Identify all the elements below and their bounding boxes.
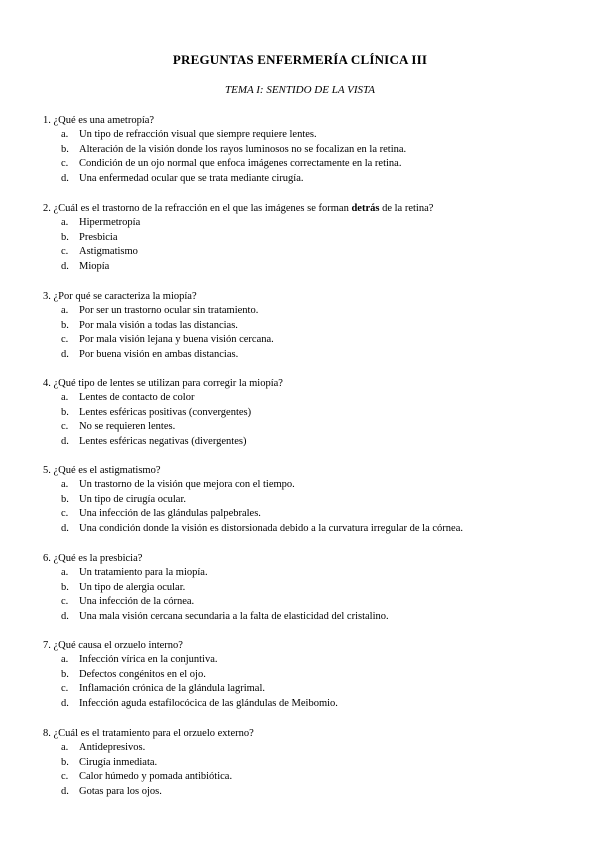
document-subtitle: TEMA I: SENTIDO DE LA VISTA [224,84,376,96]
question-prompt-emphasis: detrás [351,203,380,214]
answer-option [43,143,563,158]
answer-option [43,522,563,537]
option-text: Lentes esféricas negativas (divergentes) [79,435,247,447]
answer-option [43,304,563,319]
option-letter: a. [61,654,69,665]
option-letter: b. [61,581,69,593]
option-text: Un tipo de refracción visual que siempre requiere lentes. [79,129,317,140]
option-text: Lentes de contacto de color [79,392,195,403]
answer-option [43,697,563,712]
question-prompt: ¿Qué es la presbicia? [53,553,143,564]
option-text: Una mala visión cercana secundaria a la falta de elasticidad del cristalino. [79,610,389,622]
option-letter: d. [61,522,69,534]
option-text: Miopía [79,260,110,272]
option-letter: c. [61,596,69,608]
question-1 [43,113,563,186]
answer-option [43,391,563,406]
question-prompt: ¿Qué causa el orzuelo interno? [53,640,183,651]
option-text: Presbicia [79,231,118,243]
answer-option [43,668,563,683]
option-letter: b. [61,143,69,155]
option-text: Gotas para los ojos. [79,785,162,797]
option-text: Antidepresivos. [79,742,146,753]
option-letter: b. [61,319,69,331]
answer-option [43,756,563,771]
option-text: Por mala visión lejana y buena visión cercana. [79,334,274,346]
answer-option [43,653,563,668]
question-6 [43,551,563,624]
answer-option [43,478,563,493]
option-letter: a. [61,567,69,578]
option-text: Astigmatismo [79,246,138,258]
option-text: Por buena visión en ambas distancias. [79,348,239,360]
question-text [43,638,563,653]
option-text: Por mala visión a todas las distancias. [79,319,238,331]
option-letter: d. [61,172,69,184]
question-2 [43,201,563,274]
answer-option [43,595,563,610]
option-letter: c. [61,508,69,520]
option-letter: d. [61,697,69,709]
answer-option [43,348,563,363]
answer-option [43,435,563,450]
option-letter: a. [61,479,69,490]
option-text: Un trastorno de la visión que mejora con el tiempo. [79,479,295,490]
option-letter: d. [61,785,69,797]
option-letter: b. [61,406,69,418]
question-text [43,376,563,391]
answer-option [43,260,563,275]
answer-option [43,128,563,143]
answer-option [43,245,563,260]
answer-option [43,157,563,172]
question-prompt: ¿Cuál es el tratamiento para el orzuelo externo? [53,728,254,739]
option-text: No se requieren lentes. [79,421,176,433]
option-letter: d. [61,435,69,447]
answer-option [43,566,563,581]
question-text [43,201,563,216]
option-text: Defectos congénitos en el ojo. [79,668,206,680]
question-number: 7. [43,640,51,651]
question-number: 4. [43,378,51,389]
question-5 [43,463,563,536]
answer-option [43,172,563,187]
question-prompt: ¿Qué es una ametropía? [53,115,155,126]
option-text: Inflamación crónica de la glándula lagrimal. [79,683,266,695]
answer-option [43,216,563,231]
option-text: Alteración de la visión donde los rayos luminosos no se focalizan en la retina. [79,143,407,155]
option-text: Infección aguda estafilocócica de las glándulas de Meibomio. [79,697,338,709]
question-prompt: ¿Qué tipo de lentes se utilizan para corregir la miopía? [53,378,283,389]
question-text [43,551,563,566]
option-text: Hipermetropía [79,217,141,228]
answer-option [43,406,563,421]
question-number: 2. [43,203,51,214]
option-text: Calor húmedo y pomada antibiótica. [79,771,233,783]
option-text: Un tipo de alergia ocular. [79,581,186,593]
question-number: 3. [43,291,51,302]
question-text [43,289,563,304]
option-letter: a. [61,129,69,140]
option-text: Por ser un trastorno ocular sin tratamiento. [79,305,259,316]
question-text [43,463,563,478]
question-number: 6. [43,553,51,564]
option-letter: b. [61,756,69,768]
option-text: Un tipo de cirugía ocular. [79,493,187,505]
option-text: Un tratamiento para la miopía. [79,567,208,578]
question-8 [43,726,563,799]
answer-option [43,581,563,596]
option-letter: c. [61,158,69,170]
answer-option [43,610,563,625]
option-letter: a. [61,392,69,403]
option-letter: b. [61,231,69,243]
option-letter: b. [61,493,69,505]
option-text: Lentes esféricas positivas (convergentes) [79,406,252,418]
question-text [43,113,563,128]
option-letter: c. [61,334,69,346]
option-letter: a. [61,217,69,228]
answer-option [43,741,563,756]
option-letter: c. [61,683,69,695]
answer-option [43,770,563,785]
option-text: Cirugía inmediata. [79,756,158,768]
answer-option [43,785,563,800]
option-letter: d. [61,260,69,272]
option-letter: a. [61,305,69,316]
question-prompt: ¿Qué es el astigmatismo? [53,465,161,476]
option-letter: c. [61,421,69,433]
document-title: PREGUNTAS ENFERMERÍA CLÍNICA III [172,52,428,67]
question-text [43,726,563,741]
answer-option [43,231,563,246]
option-text: Una infección de las glándulas palpebrales. [79,508,261,520]
option-letter: c. [61,771,69,783]
option-text: Condición de un ojo normal que enfoca imágenes correctamente en la retina. [79,158,402,170]
option-letter: b. [61,668,69,680]
answer-option [43,507,563,522]
question-prompt-end: de la retina? [379,203,434,214]
answer-option [43,493,563,508]
option-text: Una condición donde la visión es distorsionada debido a la curvatura irregular de la córnea. [79,522,463,534]
answer-option [43,319,563,334]
answer-option [43,420,563,435]
question-number: 5. [43,465,51,476]
option-letter: c. [61,246,69,258]
option-letter: d. [61,610,69,622]
question-prompt-start: ¿Cuál es el trastorno de la refracción en el que las imágenes se forman [53,203,352,214]
option-text: Infección vírica en la conjuntiva. [79,654,218,665]
question-4 [43,376,563,449]
option-letter: d. [61,348,69,360]
question-3 [43,289,563,362]
answer-option [43,333,563,348]
option-text: Una infección de la córnea. [79,596,195,608]
option-text: Una enfermedad ocular que se trata mediante cirugía. [79,172,304,184]
question-number: 1. [43,115,51,126]
option-letter: a. [61,742,69,753]
answer-option [43,682,563,697]
question-number: 8. [43,728,51,739]
question-prompt: ¿Por qué se caracteriza la miopía? [53,291,197,302]
question-7 [43,638,563,711]
